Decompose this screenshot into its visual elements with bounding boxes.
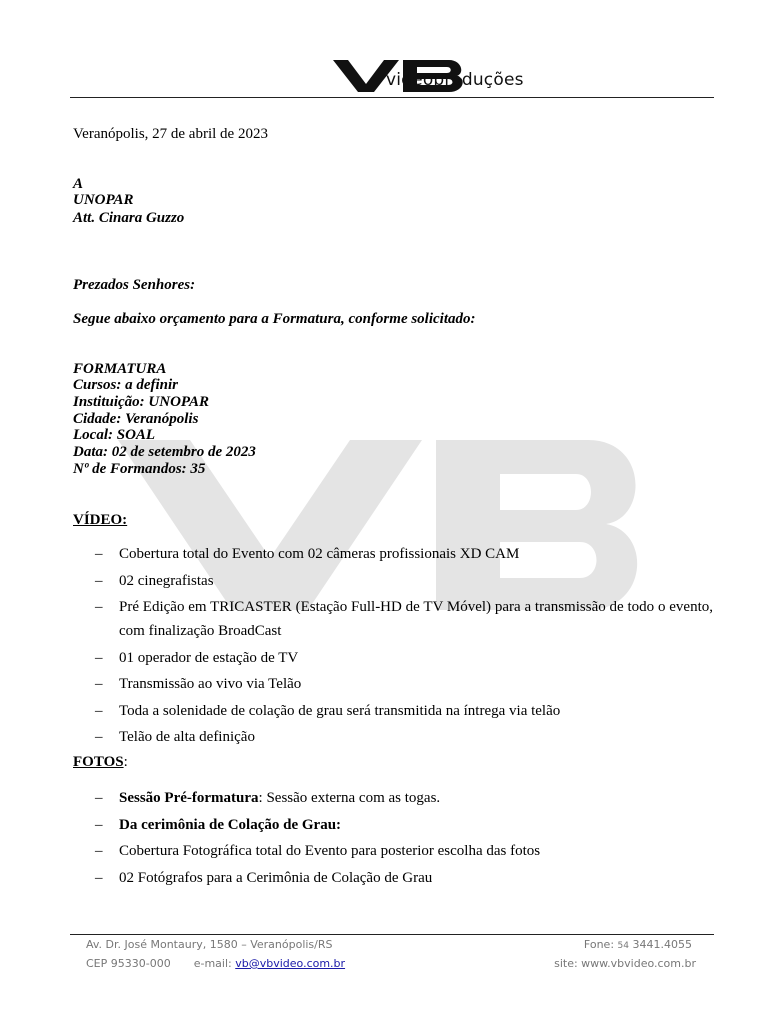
list-item: – 02 cinegrafistas: [95, 572, 214, 589]
event-detail: Cidade: Veranópolis: [73, 411, 199, 427]
event-detail: Data: 02 de setembro de 2023: [73, 444, 256, 460]
intro-text: Segue abaixo orçamento para a Formatura, conforme solicitado:: [73, 311, 476, 327]
fotos-heading: FOTOS:: [73, 754, 128, 770]
video-list: [73, 542, 713, 752]
event-detail: FORMATURA: [73, 361, 167, 377]
list-item: – 02 Fotógrafos para a Cerimônia de Colação de Grau: [95, 869, 433, 886]
event-detail: Local: SOAL: [73, 427, 156, 443]
list-item: – Telão de alta definição: [95, 729, 255, 745]
header-divider: [70, 97, 714, 98]
list-item: – Cobertura total do Evento com 02 câmeras profissionais XD CAM: [95, 546, 520, 562]
footer-divider: [70, 934, 714, 935]
list-item: – 01 operador de estação de TV: [95, 649, 299, 666]
greeting: Prezados Senhores:: [73, 277, 196, 293]
event-detail: Nº de Formandos: 35: [73, 461, 206, 477]
recipient-line: Att. Cinara Guzzo: [73, 210, 185, 226]
footer-contact: [86, 957, 345, 970]
list-item: – Da cerimônia de Colação de Grau:: [95, 816, 342, 833]
footer-site: site: www.vbvideo.com.br: [554, 957, 696, 970]
list-item: – Pré Edição em TRICASTER (Estação Full-HD de TV Móvel) para a transmissão de todo o evento, com finalização BroadCast: [95, 599, 713, 639]
event-detail: Cursos: a definir: [73, 377, 179, 393]
list-item: – Cobertura Fotográfica total do Evento para posterior escolha das fotos: [95, 843, 541, 859]
footer-email-label: e-mail:: [193, 957, 232, 970]
footer-phone: Fone: 54 3441.4055: [583, 938, 692, 951]
recipient-line: A: [73, 176, 84, 192]
fotos-list: [73, 786, 713, 892]
date-line: Veranópolis, 27 de abril de 2023: [73, 126, 268, 142]
footer-address: Av. Dr. José Montaury, 1580 – Veranópolis/RS: [86, 938, 333, 951]
list-item: – Sessão Pré-formatura: Sessão externa com as togas.: [95, 790, 441, 806]
email-link[interactable]: vb@vbvideo.com.br: [235, 957, 346, 970]
event-detail: Instituição: UNOPAR: [73, 394, 209, 410]
footer-cep: CEP 95330-000: [86, 957, 171, 970]
list-item: – Toda a solenidade de colação de grau será transmitida na íntrega via telão: [95, 702, 561, 719]
recipient-line: UNOPAR: [73, 192, 134, 208]
video-heading: VÍDEO:: [73, 512, 128, 528]
logo-subtitle: videoproduções: [386, 70, 524, 90]
list-item: – Transmissão ao vivo via Telão: [95, 676, 302, 692]
